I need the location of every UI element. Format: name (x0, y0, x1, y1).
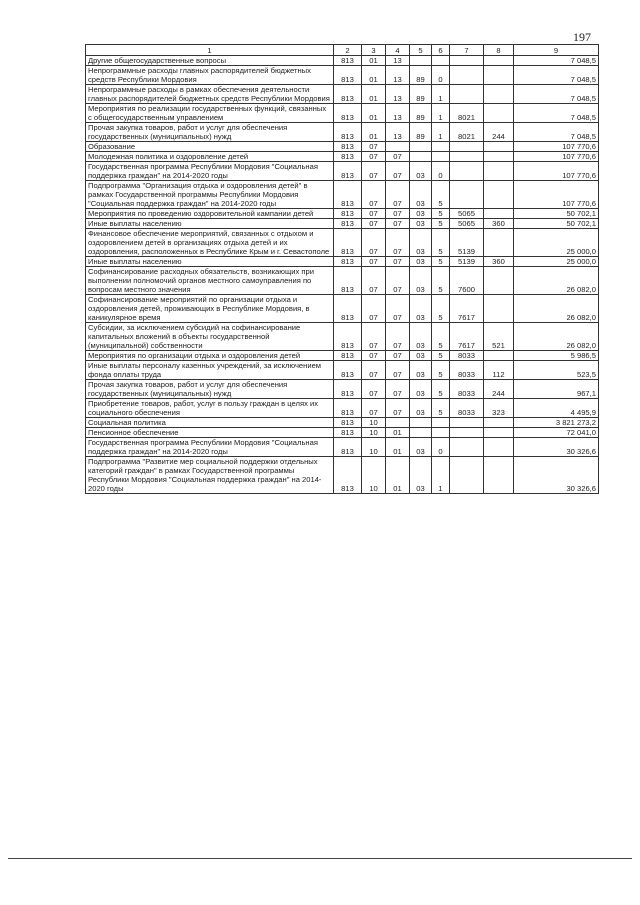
expense-type-cell (484, 457, 514, 494)
admin-code-cell: 813 (334, 361, 362, 380)
admin-code-cell: 813 (334, 123, 362, 142)
program-code-cell: 03 (410, 399, 432, 418)
program-code-cell: 03 (410, 181, 432, 209)
section-code-cell: 07 (362, 267, 386, 295)
table-row (86, 209, 599, 219)
row-name-cell: Подпрограмма "Организация отдыха и оздоровления детей" в рамках Государственной программы Республики Мордовия "Социальная поддержка граждан" на 2014-2020 годы (86, 181, 334, 209)
subprogram-code-cell: 5 (432, 399, 450, 418)
row-name-cell: Иные выплаты населению (86, 219, 334, 229)
expense-type-cell (484, 438, 514, 457)
subprogram-code-cell: 1 (432, 123, 450, 142)
column-header: 5 (410, 45, 432, 56)
amount-cell: 7 048,5 (514, 85, 599, 104)
program-code-cell: 03 (410, 257, 432, 267)
section-code-cell: 01 (362, 104, 386, 123)
program-code-cell: 03 (410, 323, 432, 351)
direction-code-cell: 5139 (450, 257, 484, 267)
admin-code-cell: 813 (334, 229, 362, 257)
direction-code-cell (450, 56, 484, 66)
row-name-cell: Софинансирование расходных обязательств, возникающих при выполнении полномочий органов местного самоуправления по вопросам местного значения (86, 267, 334, 295)
direction-code-cell (450, 418, 484, 428)
bottom-rule (8, 858, 632, 859)
amount-cell: 26 082,0 (514, 267, 599, 295)
program-code-cell (410, 418, 432, 428)
subprogram-code-cell: 5 (432, 295, 450, 323)
row-name-cell: Софинансирование мероприятий по организации отдыха и оздоровления детей, проживающих в Республике Мордовия, в каникулярное время (86, 295, 334, 323)
program-code-cell: 03 (410, 380, 432, 399)
section-code-cell: 07 (362, 229, 386, 257)
amount-cell: 25 000,0 (514, 229, 599, 257)
table-row (86, 229, 599, 257)
row-name-cell: Государственная программа Республики Мордовия "Социальная поддержка граждан" на 2014-2020 годы (86, 162, 334, 181)
direction-code-cell: 8033 (450, 361, 484, 380)
direction-code-cell: 7617 (450, 295, 484, 323)
subsection-code-cell: 07 (386, 380, 410, 399)
program-code-cell: 89 (410, 85, 432, 104)
admin-code-cell: 813 (334, 162, 362, 181)
row-name-cell: Государственная программа Республики Мордовия "Социальная поддержка граждан" на 2014-2020 годы (86, 438, 334, 457)
table-row (86, 361, 599, 380)
amount-cell: 25 000,0 (514, 257, 599, 267)
admin-code-cell: 813 (334, 428, 362, 438)
expense-type-cell: 112 (484, 361, 514, 380)
subsection-code-cell: 13 (386, 85, 410, 104)
subsection-code-cell: 07 (386, 361, 410, 380)
direction-code-cell: 5065 (450, 219, 484, 229)
table-row (86, 295, 599, 323)
admin-code-cell: 813 (334, 257, 362, 267)
amount-cell: 107 770,6 (514, 142, 599, 152)
direction-code-cell: 5065 (450, 209, 484, 219)
admin-code-cell: 813 (334, 142, 362, 152)
subsection-code-cell: 07 (386, 152, 410, 162)
table-row (86, 438, 599, 457)
direction-code-cell: 8021 (450, 123, 484, 142)
direction-code-cell: 7600 (450, 267, 484, 295)
admin-code-cell: 813 (334, 209, 362, 219)
program-code-cell: 03 (410, 361, 432, 380)
row-name-cell: Мероприятия по проведению оздоровительной кампании детей (86, 209, 334, 219)
subsection-code-cell (386, 142, 410, 152)
amount-cell: 967,1 (514, 380, 599, 399)
amount-cell: 107 770,6 (514, 162, 599, 181)
column-header: 8 (484, 45, 514, 56)
expense-type-cell: 244 (484, 380, 514, 399)
subsection-code-cell: 07 (386, 399, 410, 418)
row-name-cell: Иные выплаты персоналу казенных учреждений, за исключением фонда оплаты труда (86, 361, 334, 380)
amount-cell: 523,5 (514, 361, 599, 380)
expense-type-cell (484, 104, 514, 123)
expense-type-cell (484, 142, 514, 152)
subprogram-code-cell: 0 (432, 66, 450, 85)
row-name-cell: Социальная политика (86, 418, 334, 428)
row-name-cell: Непрограммные расходы в рамках обеспечения деятельности главных распорядителей бюджетных средств Республики Мордовия (86, 85, 334, 104)
section-code-cell: 10 (362, 418, 386, 428)
expense-type-cell (484, 66, 514, 85)
subsection-code-cell: 13 (386, 123, 410, 142)
subsection-code-cell: 07 (386, 323, 410, 351)
expense-type-cell (484, 209, 514, 219)
amount-cell: 4 495,9 (514, 399, 599, 418)
section-code-cell: 07 (362, 257, 386, 267)
row-name-cell: Финансовое обеспечение мероприятий, связанных с отдыхом и оздоровлением детей в организациях отдыха детей и их оздоровления, расположенных в Республике Крым и г. Севастополе (86, 229, 334, 257)
column-header: 1 (86, 45, 334, 56)
direction-code-cell: 5139 (450, 229, 484, 257)
column-header: 4 (386, 45, 410, 56)
table-row (86, 104, 599, 123)
direction-code-cell: 8033 (450, 351, 484, 361)
section-code-cell: 01 (362, 56, 386, 66)
subsection-code-cell: 07 (386, 351, 410, 361)
row-name-cell: Приобретение товаров, работ, услуг в пользу граждан в целях их социального обеспечения (86, 399, 334, 418)
subprogram-code-cell: 1 (432, 457, 450, 494)
program-code-cell: 03 (410, 457, 432, 494)
table-row (86, 152, 599, 162)
expense-type-cell: 323 (484, 399, 514, 418)
table-row (86, 267, 599, 295)
subsection-code-cell: 07 (386, 219, 410, 229)
amount-cell: 7 048,5 (514, 66, 599, 85)
admin-code-cell: 813 (334, 380, 362, 399)
amount-cell: 26 082,0 (514, 323, 599, 351)
admin-code-cell: 813 (334, 56, 362, 66)
subprogram-code-cell: 1 (432, 85, 450, 104)
subprogram-code-cell: 5 (432, 361, 450, 380)
table-row (86, 181, 599, 209)
amount-cell: 72 041,0 (514, 428, 599, 438)
subsection-code-cell: 13 (386, 56, 410, 66)
expense-type-cell (484, 181, 514, 209)
table-row (86, 428, 599, 438)
admin-code-cell: 813 (334, 85, 362, 104)
amount-cell: 26 082,0 (514, 295, 599, 323)
expense-type-cell (484, 229, 514, 257)
admin-code-cell: 813 (334, 104, 362, 123)
section-code-cell: 07 (362, 351, 386, 361)
budget-table (85, 44, 599, 494)
expense-type-cell (484, 428, 514, 438)
section-code-cell: 07 (362, 295, 386, 323)
program-code-cell (410, 56, 432, 66)
program-code-cell: 03 (410, 267, 432, 295)
admin-code-cell: 813 (334, 219, 362, 229)
column-header: 2 (334, 45, 362, 56)
expense-type-cell (484, 85, 514, 104)
table-row (86, 219, 599, 229)
amount-cell: 107 770,6 (514, 152, 599, 162)
row-name-cell: Прочая закупка товаров, работ и услуг для обеспечения государственных (муниципальных) нужд (86, 123, 334, 142)
section-code-cell: 07 (362, 380, 386, 399)
admin-code-cell: 813 (334, 181, 362, 209)
direction-code-cell: 7617 (450, 323, 484, 351)
row-name-cell: Иные выплаты населению (86, 257, 334, 267)
section-code-cell: 01 (362, 85, 386, 104)
admin-code-cell: 813 (334, 351, 362, 361)
subsection-code-cell: 07 (386, 162, 410, 181)
admin-code-cell: 813 (334, 438, 362, 457)
admin-code-cell: 813 (334, 66, 362, 85)
table-header (86, 45, 599, 56)
direction-code-cell (450, 85, 484, 104)
admin-code-cell: 813 (334, 295, 362, 323)
table-row (86, 399, 599, 418)
amount-cell: 30 326,6 (514, 438, 599, 457)
admin-code-cell: 813 (334, 267, 362, 295)
admin-code-cell: 813 (334, 457, 362, 494)
table-row (86, 257, 599, 267)
row-name-cell: Непрограммные расходы главных распорядителей бюджетных средств Республики Мордовия (86, 66, 334, 85)
table-row (86, 162, 599, 181)
amount-cell: 30 326,6 (514, 457, 599, 494)
expense-type-cell: 521 (484, 323, 514, 351)
subsection-code-cell: 07 (386, 295, 410, 323)
program-code-cell: 03 (410, 229, 432, 257)
program-code-cell: 89 (410, 123, 432, 142)
program-code-cell (410, 428, 432, 438)
section-code-cell: 07 (362, 399, 386, 418)
subprogram-code-cell: 5 (432, 323, 450, 351)
table-row (86, 56, 599, 66)
expense-type-cell (484, 162, 514, 181)
subprogram-code-cell (432, 56, 450, 66)
subsection-code-cell (386, 418, 410, 428)
header-row (86, 45, 599, 56)
subsection-code-cell: 13 (386, 66, 410, 85)
expense-type-cell (484, 295, 514, 323)
section-code-cell: 07 (362, 181, 386, 209)
expense-type-cell (484, 56, 514, 66)
row-name-cell: Прочая закупка товаров, работ и услуг для обеспечения государственных (муниципальных) нужд (86, 380, 334, 399)
subsection-code-cell: 07 (386, 267, 410, 295)
row-name-cell: Мероприятия по реализации государственных функций, связанных с общегосударственным управлением (86, 104, 334, 123)
subprogram-code-cell: 5 (432, 257, 450, 267)
admin-code-cell: 813 (334, 399, 362, 418)
section-code-cell: 10 (362, 457, 386, 494)
program-code-cell: 89 (410, 66, 432, 85)
direction-code-cell (450, 181, 484, 209)
subprogram-code-cell (432, 428, 450, 438)
subsection-code-cell: 07 (386, 257, 410, 267)
table-row (86, 457, 599, 494)
amount-cell: 107 770,6 (514, 181, 599, 209)
table-row (86, 142, 599, 152)
section-code-cell: 07 (362, 323, 386, 351)
expense-type-cell: 360 (484, 219, 514, 229)
row-name-cell: Молодежная политика и оздоровление детей (86, 152, 334, 162)
subsection-code-cell: 01 (386, 457, 410, 494)
column-header: 7 (450, 45, 484, 56)
program-code-cell: 03 (410, 351, 432, 361)
amount-cell: 50 702,1 (514, 209, 599, 219)
amount-cell: 7 048,5 (514, 104, 599, 123)
program-code-cell: 03 (410, 219, 432, 229)
column-header: 9 (514, 45, 599, 56)
table-row (86, 323, 599, 351)
table-row (86, 351, 599, 361)
subprogram-code-cell: 5 (432, 380, 450, 399)
direction-code-cell (450, 152, 484, 162)
direction-code-cell (450, 162, 484, 181)
direction-code-cell (450, 428, 484, 438)
subprogram-code-cell: 0 (432, 162, 450, 181)
table-row (86, 85, 599, 104)
subprogram-code-cell: 1 (432, 104, 450, 123)
section-code-cell: 01 (362, 123, 386, 142)
section-code-cell: 01 (362, 66, 386, 85)
section-code-cell: 07 (362, 209, 386, 219)
subsection-code-cell: 07 (386, 181, 410, 209)
row-name-cell: Мероприятия по организации отдыха и оздоровления детей (86, 351, 334, 361)
table-row (86, 66, 599, 85)
page-number: 197 (573, 30, 591, 44)
subprogram-code-cell: 5 (432, 209, 450, 219)
subsection-code-cell: 07 (386, 229, 410, 257)
amount-cell: 5 986,5 (514, 351, 599, 361)
row-name-cell: Пенсионное обеспечение (86, 428, 334, 438)
column-header: 3 (362, 45, 386, 56)
subprogram-code-cell: 5 (432, 267, 450, 295)
row-name-cell: Подпрограмма "Развитие мер социальной поддержки отдельных категорий граждан" в рамках Государственной программы Республики Мордовия "Социальная поддержка граждан" на 2014-2020 годы (86, 457, 334, 494)
section-code-cell: 07 (362, 162, 386, 181)
expense-type-cell (484, 152, 514, 162)
program-code-cell: 89 (410, 104, 432, 123)
section-code-cell: 07 (362, 152, 386, 162)
expense-type-cell (484, 351, 514, 361)
table-row (86, 123, 599, 142)
program-code-cell: 03 (410, 162, 432, 181)
program-code-cell: 03 (410, 295, 432, 323)
section-code-cell: 10 (362, 428, 386, 438)
direction-code-cell (450, 457, 484, 494)
program-code-cell: 03 (410, 209, 432, 219)
subsection-code-cell: 13 (386, 104, 410, 123)
admin-code-cell: 813 (334, 418, 362, 428)
subprogram-code-cell (432, 418, 450, 428)
direction-code-cell (450, 142, 484, 152)
direction-code-cell: 8033 (450, 380, 484, 399)
subprogram-code-cell (432, 142, 450, 152)
table-row (86, 380, 599, 399)
subsection-code-cell: 01 (386, 428, 410, 438)
subprogram-code-cell: 5 (432, 351, 450, 361)
admin-code-cell: 813 (334, 323, 362, 351)
section-code-cell: 07 (362, 142, 386, 152)
direction-code-cell: 8021 (450, 104, 484, 123)
row-name-cell: Образование (86, 142, 334, 152)
program-code-cell (410, 152, 432, 162)
direction-code-cell (450, 438, 484, 457)
amount-cell: 7 048,5 (514, 56, 599, 66)
subsection-code-cell: 07 (386, 209, 410, 219)
section-code-cell: 07 (362, 361, 386, 380)
subprogram-code-cell: 0 (432, 438, 450, 457)
direction-code-cell (450, 66, 484, 85)
table-row (86, 418, 599, 428)
expense-type-cell: 244 (484, 123, 514, 142)
admin-code-cell: 813 (334, 152, 362, 162)
amount-cell: 50 702,1 (514, 219, 599, 229)
subprogram-code-cell: 5 (432, 229, 450, 257)
amount-cell: 7 048,5 (514, 123, 599, 142)
column-header: 6 (432, 45, 450, 56)
subsection-code-cell: 01 (386, 438, 410, 457)
section-code-cell: 10 (362, 438, 386, 457)
program-code-cell: 03 (410, 438, 432, 457)
row-name-cell: Другие общегосударственные вопросы (86, 56, 334, 66)
table-body (86, 56, 599, 494)
program-code-cell (410, 142, 432, 152)
direction-code-cell: 8033 (450, 399, 484, 418)
expense-type-cell: 360 (484, 257, 514, 267)
expense-type-cell (484, 418, 514, 428)
subprogram-code-cell (432, 152, 450, 162)
subprogram-code-cell: 5 (432, 181, 450, 209)
section-code-cell: 07 (362, 219, 386, 229)
amount-cell: 3 821 273,2 (514, 418, 599, 428)
subprogram-code-cell: 5 (432, 219, 450, 229)
expense-type-cell (484, 267, 514, 295)
row-name-cell: Субсидии, за исключением субсидий на софинансирование капитальных вложений в объекты государственной (муниципальной) собственности (86, 323, 334, 351)
